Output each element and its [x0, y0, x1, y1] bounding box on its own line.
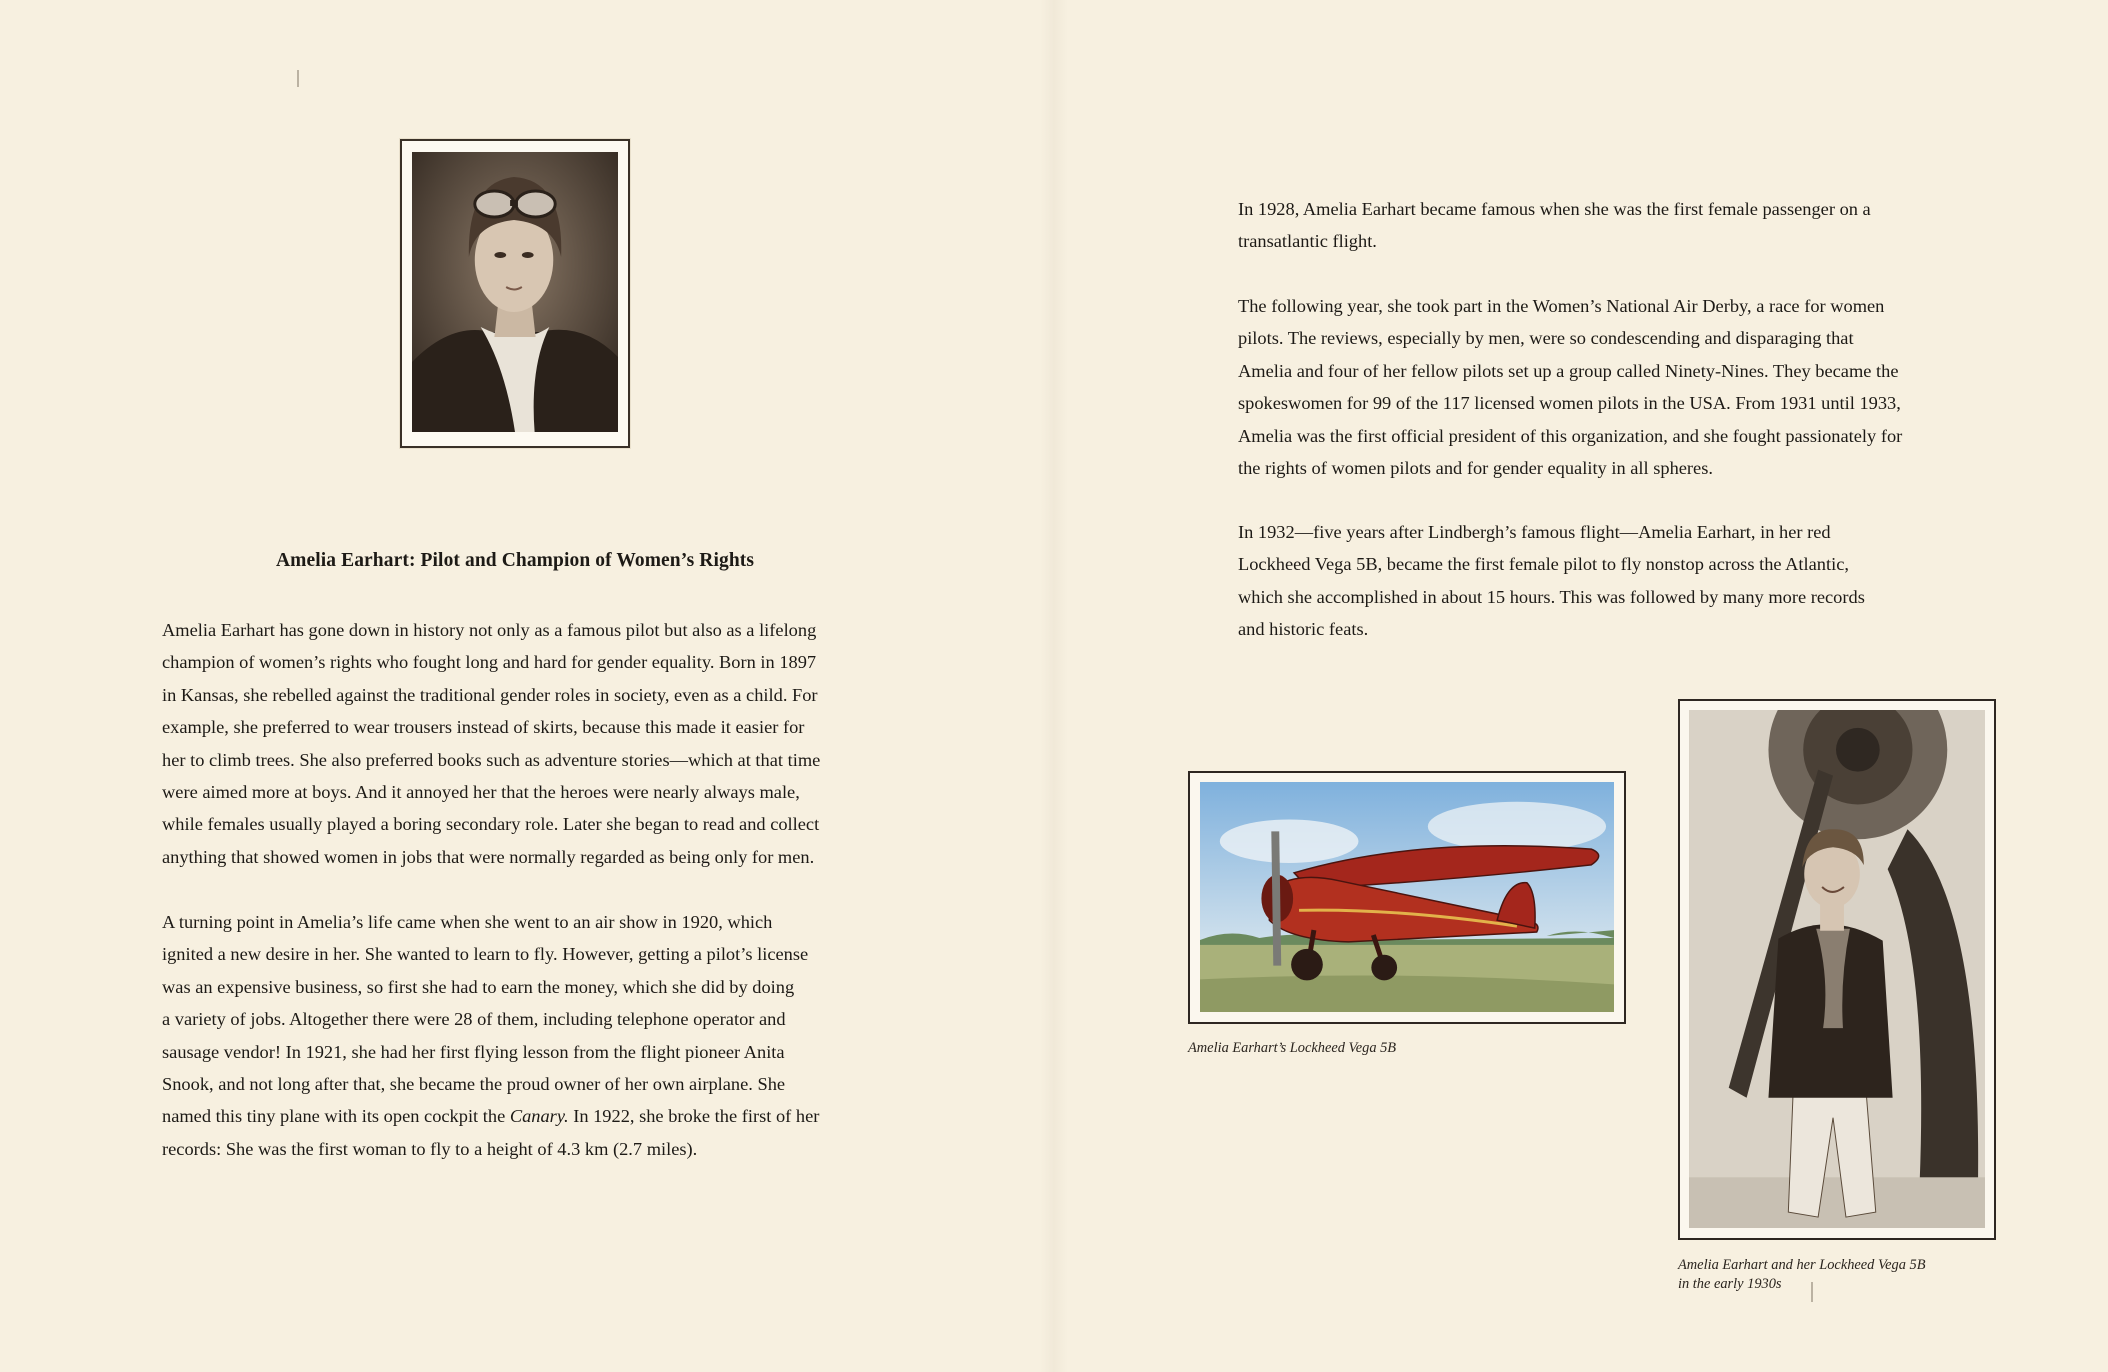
- lockheed-vega-drawing: [1200, 782, 1614, 1012]
- plane-caption: Amelia Earhart’s Lockheed Vega 5B: [1188, 1040, 1397, 1056]
- caption-line: Amelia Earhart and her Lockheed Vega 5B: [1678, 1257, 1926, 1273]
- text-line: her to climb trees. She also preferred books such as adventure stories—which at that time: [162, 749, 821, 770]
- plane-illustration: [1188, 771, 1626, 1024]
- text-line: a variety of jobs. Altogether there were 28 of them, including telephone operator and: [162, 1009, 786, 1030]
- text-line: were aimed more at boys. And it annoyed her that the heroes were nearly always male,: [162, 782, 800, 803]
- plane-name-italic: Canary.: [509, 1106, 569, 1127]
- text-line: pilots. The reviews, especially by men, were so condescending and disparaging that: [1238, 328, 1854, 349]
- atlantic-flight-paragraph: [1238, 516, 1968, 646]
- text-line: anything that showed women in jobs that were normally regarded as being only for men.: [162, 846, 815, 867]
- text-line: Amelia Earhart has gone down in history not only as a famous pilot but also as a lifelong: [162, 620, 817, 640]
- text-line: Lockheed Vega 5B, became the first female pilot to fly nonstop across the Atlantic,: [1238, 554, 1849, 575]
- text-line: champion of women’s rights who fought long and hard for gender equality. Born in 1897: [162, 652, 817, 673]
- text-line: and historic feats.: [1238, 619, 1369, 640]
- earhart-with-plane-drawing: [1689, 710, 1985, 1228]
- aviator-photo: [1678, 699, 1996, 1240]
- text-line: The following year, she took part in the Women’s National Air Derby, a race for women: [1238, 296, 1885, 316]
- text-line: example, she preferred to wear trousers instead of skirts, because this made it easier for: [162, 717, 805, 738]
- text-segment: named this tiny plane with its open cockpit the: [162, 1106, 510, 1127]
- article-title: Amelia Earhart: Pilot and Champion of Women’s Rights: [275, 550, 755, 571]
- text-line: A turning point in Amelia’s life came when she went to an air show in 1920, which: [162, 912, 773, 932]
- text-line: Amelia and four of her fellow pilots set up a group called Ninety-Nines. They became the: [1238, 360, 1899, 381]
- caption-line: in the early 1930s: [1678, 1276, 1782, 1292]
- text-line: in Kansas, she rebelled against the traditional gender roles in society, even as a child. For: [162, 684, 818, 705]
- intro-paragraph: [162, 614, 874, 873]
- text-line: records: She was the first woman to fly to a height of 4.3 km (2.7 miles).: [162, 1138, 698, 1159]
- text-line: while females usually played a boring secondary role. Later she began to read and collect: [162, 814, 820, 835]
- aviator-caption: [1678, 1256, 1978, 1294]
- text-line: [162, 1100, 874, 1132]
- text-line: sausage vendor! In 1921, she had her first flying lesson from the flight pioneer Anita: [162, 1041, 785, 1062]
- text-line: Amelia was the first official president of this organization, and she fought passionately for: [1238, 425, 1903, 446]
- text-line: transatlantic flight.: [1238, 231, 1377, 252]
- text-line: spokeswomen for 99 of the 117 licensed women pilots in the USA. From 1931 until 1933,: [1238, 393, 1901, 414]
- text-segment: In 1922, she broke the first of her: [568, 1106, 820, 1127]
- text-line: In 1928, Amelia Earhart became famous when she was the first female passenger on a: [1238, 199, 1871, 219]
- text-line: ignited a new desire in her. She wanted to learn to fly. However, getting a pilot’s license: [162, 944, 809, 965]
- portrait-photo: [400, 139, 630, 448]
- turning-point-paragraph: [162, 906, 874, 1165]
- paper-fleck: [297, 70, 299, 87]
- fame-paragraph: [1238, 193, 1968, 258]
- text-line: In 1932—five years after Lindbergh’s famous flight—Amelia Earhart, in her red: [1238, 522, 1831, 542]
- text-line: which she accomplished in about 15 hours. This was followed by many more records: [1238, 586, 1865, 607]
- page-gutter: [1040, 0, 1068, 1372]
- text-line: was an expensive business, so first she had to earn the money, which she did by doing: [162, 976, 795, 997]
- text-line: the rights of women pilots and for gender equality in all spheres.: [1238, 458, 1713, 479]
- portrait-illustration: [412, 152, 618, 432]
- text-line: Snook, and not long after that, she became the proud owner of her own airplane. She: [162, 1074, 786, 1095]
- ninety-nines-paragraph: [1238, 290, 1968, 484]
